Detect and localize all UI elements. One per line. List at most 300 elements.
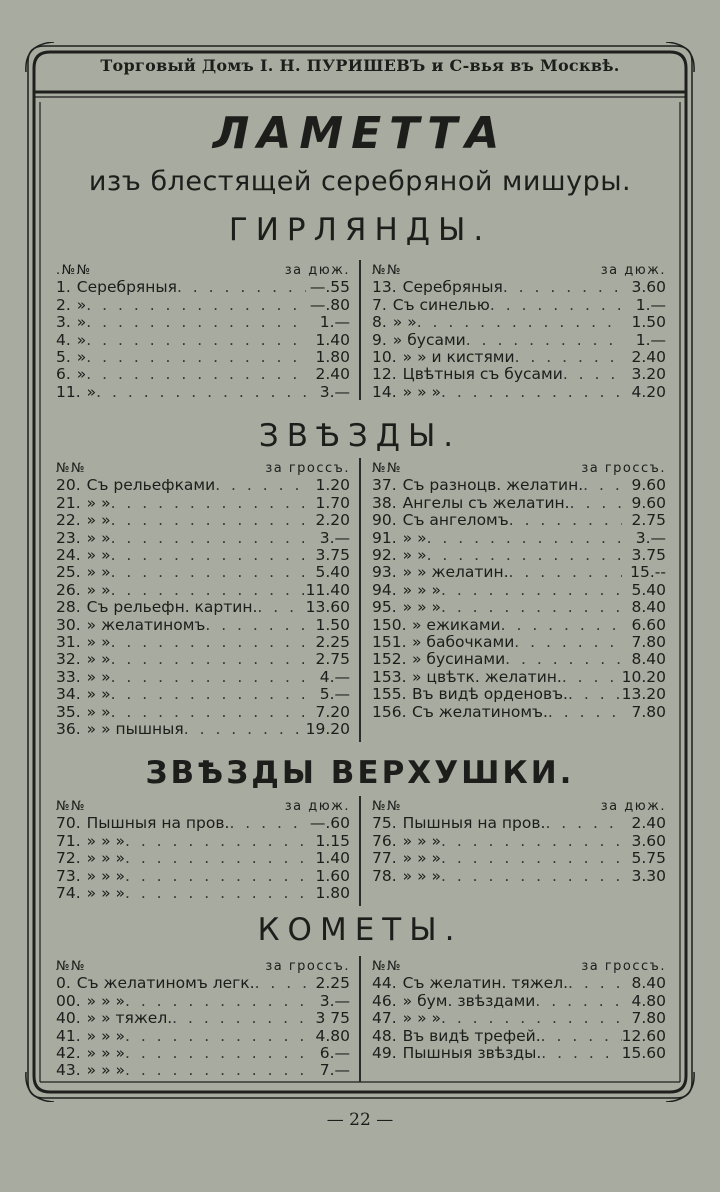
item-name: » » (86, 528, 111, 547)
item-price: 2.40 (631, 348, 666, 367)
item-name: » » » (86, 866, 125, 885)
dot-leader (125, 1028, 306, 1045)
dot-leader (111, 686, 306, 703)
item-name: » желатиномъ (86, 615, 206, 634)
item-number: 37. (372, 476, 397, 495)
unit-column-header: за дюж. (600, 799, 666, 814)
price-list-row (56, 651, 350, 668)
dot-leader (125, 833, 306, 850)
item-price: 3.60 (631, 278, 666, 297)
item-number: 9. (372, 330, 387, 349)
item-name: » цвѣтк. желатин. (412, 667, 562, 686)
item-name: » » » (86, 1026, 125, 1045)
dot-leader (111, 634, 306, 651)
item-number: 72. (56, 849, 81, 868)
item-name: » » (86, 702, 111, 721)
dot-leader (441, 833, 622, 850)
item-name: » » (402, 528, 427, 547)
price-list-row (56, 314, 350, 331)
number-column-header: №№ (56, 799, 87, 814)
price-list-row (56, 1045, 350, 1062)
item-number: 33. (56, 667, 81, 686)
toppers-right-list (372, 798, 666, 885)
item-name: » » (86, 650, 111, 669)
price-list-row (56, 530, 350, 547)
item-name: » » (86, 633, 111, 652)
item-name: » » (392, 313, 417, 332)
item-name: » бусинами (412, 650, 506, 669)
item-price: 5.75 (631, 849, 666, 868)
item-number: 47. (372, 1009, 397, 1028)
item-price: 4.80 (315, 1026, 350, 1045)
item-name: » » » (402, 849, 441, 868)
dot-leader (111, 704, 306, 721)
item-name: » » желатин. (402, 563, 509, 582)
page-number: — 22 — (326, 1110, 394, 1130)
item-number: 32. (56, 650, 81, 669)
dot-leader (125, 1045, 306, 1062)
price-list-row (372, 686, 666, 703)
item-price: 1.70 (315, 493, 350, 512)
price-list-row (372, 366, 666, 383)
dot-leader (509, 564, 622, 581)
number-column-header: №№ (56, 959, 87, 974)
comets-left-list (56, 958, 350, 1080)
item-price: 1.— (319, 313, 350, 332)
item-price: 7.80 (631, 1009, 666, 1028)
price-list-row (56, 477, 350, 494)
item-price: 1.80 (315, 348, 350, 367)
dot-leader (125, 993, 306, 1010)
item-number: 156. (372, 702, 407, 721)
dot-leader (545, 815, 622, 832)
item-number: 93. (372, 563, 397, 582)
item-price: 1.50 (315, 615, 350, 634)
price-list-row (372, 599, 666, 616)
column-header (56, 460, 350, 477)
dot-leader (441, 868, 622, 885)
price-list-row (372, 530, 666, 547)
price-list-row (56, 704, 350, 721)
toppers-left-list (56, 798, 350, 902)
item-number: 46. (372, 991, 397, 1010)
dot-leader (466, 332, 622, 349)
item-number: 42. (56, 1044, 81, 1063)
item-name: » » (86, 563, 111, 582)
item-name: » (76, 330, 87, 349)
column-header (56, 798, 350, 815)
item-price: 7.20 (315, 702, 350, 721)
price-list-row (56, 1028, 350, 1045)
publisher-header: Торговый Домъ I. Н. ПУРИШЕВЪ и С-вья въ Москвѣ. (100, 56, 620, 75)
item-price: 2.75 (631, 511, 666, 530)
item-number: 0. (56, 974, 71, 993)
item-number: 31. (56, 633, 81, 652)
dot-leader (505, 651, 622, 668)
item-name: Въ видѣ трефей. (402, 1026, 541, 1045)
item-number: 2. (56, 295, 71, 314)
item-price: 1.15 (315, 831, 350, 850)
column-header (372, 460, 666, 477)
column-divider (359, 956, 361, 1082)
item-name: » (76, 295, 87, 314)
item-name: » (86, 382, 97, 401)
item-number: 28. (56, 598, 81, 617)
dot-leader (427, 530, 622, 547)
item-price: 9.60 (631, 476, 666, 495)
dot-leader (125, 885, 306, 902)
item-name: » » » (402, 580, 441, 599)
price-list-row (372, 582, 666, 599)
price-list-row (372, 651, 666, 668)
price-list-row (56, 1010, 350, 1027)
price-list-row (372, 1045, 666, 1062)
item-number: 25. (56, 563, 81, 582)
item-name: » » (86, 667, 111, 686)
item-name: » » и кистями (402, 348, 515, 367)
price-list-row (372, 297, 666, 314)
price-list-row (56, 297, 350, 314)
item-price: 1.40 (315, 849, 350, 868)
dot-leader (441, 1010, 622, 1027)
item-price: 2.25 (315, 974, 350, 993)
price-list-row (56, 1062, 350, 1079)
price-list-row (56, 582, 350, 599)
dot-leader (441, 850, 622, 867)
comets-right-list (372, 958, 666, 1062)
item-price: 3.60 (631, 831, 666, 850)
dot-leader (111, 669, 306, 686)
price-list-row (372, 1010, 666, 1027)
item-number: 94. (372, 580, 397, 599)
item-number: 95. (372, 598, 397, 617)
item-number: 43. (56, 1061, 81, 1080)
price-list-row (372, 495, 666, 512)
item-name: Съ желатин. тяжел. (402, 974, 569, 993)
item-number: 155. (372, 685, 407, 704)
dot-leader (509, 512, 622, 529)
item-price: 1.20 (315, 476, 350, 495)
item-price: 8.40 (631, 598, 666, 617)
item-number: 30. (56, 615, 81, 634)
column-header (56, 958, 350, 975)
section-title-comets: КОМЕТЫ. (257, 912, 463, 948)
item-price: 3.— (635, 528, 666, 547)
item-number: 77. (372, 849, 397, 868)
item-number: 92. (372, 546, 397, 565)
price-list-row (372, 669, 666, 686)
dot-leader (125, 868, 306, 885)
item-name: » » пышныя (86, 720, 184, 739)
item-name: Цвѣтныя съ бусами (402, 365, 563, 384)
item-name: » » (86, 685, 111, 704)
dot-leader (86, 314, 306, 331)
item-name: » » (86, 493, 111, 512)
item-price: 5.40 (631, 580, 666, 599)
item-name: » » » (86, 1061, 125, 1080)
price-list-row (372, 634, 666, 651)
number-column-header: №№ (372, 461, 403, 476)
item-price: 2.75 (315, 650, 350, 669)
item-price: 3.— (319, 382, 350, 401)
dot-leader (255, 975, 306, 992)
dot-leader (229, 815, 306, 832)
dot-leader (215, 477, 306, 494)
item-number: 12. (372, 365, 397, 384)
item-price: 5.40 (315, 563, 350, 582)
garlands-right-list (372, 262, 666, 401)
dot-leader (86, 366, 306, 383)
column-header (372, 798, 666, 815)
item-number: 36. (56, 720, 81, 739)
price-list-row (56, 384, 350, 401)
item-number: 11. (56, 382, 81, 401)
section-title-tree-toppers: ЗВѢЗДЫ ВЕРХУШКИ. (145, 755, 575, 791)
price-list-row (56, 599, 350, 616)
dot-leader (111, 512, 306, 529)
item-price: 1.80 (315, 884, 350, 903)
item-price: 3.30 (631, 866, 666, 885)
unit-column-header: за гроссъ. (581, 461, 666, 476)
item-price: 4.20 (631, 382, 666, 401)
item-price: 12.60 (621, 1026, 666, 1045)
item-price: 13.60 (305, 598, 350, 617)
item-price: 2.20 (315, 511, 350, 530)
dot-leader (514, 634, 622, 651)
item-number: 26. (56, 580, 81, 599)
item-name: Серебряныя (76, 278, 177, 297)
item-price: 3.75 (315, 546, 350, 565)
item-name: » » » (402, 866, 441, 885)
item-number: 00. (56, 991, 81, 1010)
column-header (372, 958, 666, 975)
dot-leader (205, 617, 306, 634)
dot-leader (441, 582, 622, 599)
price-list-row (56, 686, 350, 703)
item-name: Съ разноцв. желатин. (402, 476, 584, 495)
unit-column-header: за дюж. (284, 263, 350, 278)
price-list-row (56, 617, 350, 634)
column-header (372, 262, 666, 279)
item-number: 13. (372, 278, 397, 297)
dot-leader (515, 349, 622, 366)
dot-leader (501, 617, 622, 634)
item-name: Съ синелью (392, 295, 490, 314)
item-number: 91. (372, 528, 397, 547)
unit-column-header: за гроссъ. (581, 959, 666, 974)
price-list-row (372, 547, 666, 564)
item-price: 3 75 (315, 1009, 350, 1028)
item-price: 2.40 (631, 814, 666, 833)
dot-leader (568, 686, 622, 703)
item-number: 152. (372, 650, 407, 669)
dot-leader (503, 279, 622, 296)
price-list-row (56, 975, 350, 992)
dot-leader (548, 704, 622, 721)
dot-leader (86, 349, 306, 366)
item-price: —.60 (309, 814, 350, 833)
item-number: 7. (372, 295, 387, 314)
item-name: » » » (86, 831, 125, 850)
item-price: 2.25 (315, 633, 350, 652)
item-price: 4.— (319, 667, 350, 686)
item-number: 78. (372, 866, 397, 885)
item-price: 15.-- (630, 563, 666, 582)
column-divider (359, 458, 361, 742)
item-number: 21. (56, 493, 81, 512)
item-price: —.55 (309, 278, 350, 297)
dot-leader (563, 366, 622, 383)
item-price: 9.60 (631, 493, 666, 512)
item-number: 153. (372, 667, 407, 686)
item-number: 5. (56, 348, 71, 367)
price-list-row (372, 850, 666, 867)
item-number: 10. (372, 348, 397, 367)
item-name: » » » (86, 884, 125, 903)
section-title-stars: ЗВѢЗДЫ. (258, 418, 462, 454)
dot-leader (111, 651, 306, 668)
item-number: 14. (372, 382, 397, 401)
item-name: » (76, 365, 87, 384)
item-price: 8.40 (631, 650, 666, 669)
item-name: Съ ангеломъ (402, 511, 509, 530)
item-name: » » (86, 546, 111, 565)
item-price: 19.20 (305, 720, 350, 739)
item-number: 24. (56, 546, 81, 565)
item-number: 4. (56, 330, 71, 349)
item-number: 38. (372, 493, 397, 512)
item-number: 49. (372, 1044, 397, 1063)
item-name: Съ желатиномъ легк. (76, 974, 255, 993)
page-title: ЛАМЕТТА (212, 108, 508, 159)
item-price: 3.— (319, 991, 350, 1010)
number-column-header: №№ (372, 799, 403, 814)
dot-leader (541, 1045, 621, 1062)
item-price: 10.20 (621, 667, 666, 686)
price-list-row (372, 704, 666, 721)
dot-leader (184, 721, 306, 738)
item-name: » » » (402, 382, 441, 401)
item-number: 23. (56, 528, 81, 547)
item-price: 8.40 (631, 974, 666, 993)
item-name: » » (86, 580, 111, 599)
item-number: 76. (372, 831, 397, 850)
price-list-row (372, 975, 666, 992)
item-price: 13.20 (621, 685, 666, 704)
unit-column-header: за дюж. (284, 799, 350, 814)
item-name: » » » (86, 849, 125, 868)
price-list-row (56, 547, 350, 564)
price-list-row (56, 669, 350, 686)
dot-leader (257, 599, 305, 616)
price-list-row (372, 815, 666, 832)
dot-leader (441, 384, 622, 401)
item-price: 11.40 (305, 580, 350, 599)
dot-leader (111, 564, 306, 581)
price-list-row (372, 384, 666, 401)
garlands-left-list (56, 262, 350, 401)
price-list-row (372, 332, 666, 349)
price-list-row (56, 349, 350, 366)
unit-column-header: за гроссъ. (265, 461, 350, 476)
price-list-row (56, 366, 350, 383)
price-list-row (372, 349, 666, 366)
item-name: Ангелы съ желатин. (402, 493, 570, 512)
page-subtitle: изъ блестящей серебряной мишуры. (88, 166, 632, 197)
unit-column-header: за гроссъ. (265, 959, 350, 974)
item-number: 6. (56, 365, 71, 384)
price-list-row (56, 885, 350, 902)
dot-leader (111, 495, 306, 512)
price-list-row (372, 279, 666, 296)
number-column-header: №№ (56, 461, 87, 476)
item-price: 4.80 (631, 991, 666, 1010)
item-price: 3.— (319, 528, 350, 547)
item-price: 7.— (319, 1061, 350, 1080)
item-name: Серебряныя (402, 278, 503, 297)
item-name: Въ видѣ орденовъ. (412, 685, 568, 704)
price-list-row (56, 721, 350, 738)
item-number: 73. (56, 866, 81, 885)
price-list-row (56, 332, 350, 349)
price-list-row (56, 495, 350, 512)
item-number: 44. (372, 974, 397, 993)
dot-leader (125, 1062, 306, 1079)
item-name: Съ рельефн. картин. (86, 598, 258, 617)
column-divider (359, 796, 361, 906)
price-list-row (56, 815, 350, 832)
dot-leader (490, 297, 622, 314)
price-list-row (56, 279, 350, 296)
dot-leader (96, 384, 306, 401)
item-name: » ежиками (412, 615, 501, 634)
unit-column-header: за дюж. (600, 263, 666, 278)
dot-leader (535, 993, 622, 1010)
item-name: » » » (86, 1044, 125, 1063)
price-list-row (372, 617, 666, 634)
dot-leader (583, 477, 622, 494)
item-name: » » » (86, 991, 125, 1010)
stars-right-list (372, 460, 666, 721)
price-list-row (56, 564, 350, 581)
dot-leader (562, 669, 622, 686)
item-name: » (76, 313, 87, 332)
price-list-row (56, 512, 350, 529)
item-number: 151. (372, 633, 407, 652)
dot-leader (125, 850, 306, 867)
price-list-row (372, 512, 666, 529)
item-number: 3. (56, 313, 71, 332)
item-price: 1.40 (315, 330, 350, 349)
dot-leader (172, 1010, 306, 1027)
item-price: 6.60 (631, 615, 666, 634)
item-number: 48. (372, 1026, 397, 1045)
item-name: » » » (402, 831, 441, 850)
dot-leader (427, 547, 622, 564)
price-list-row (372, 477, 666, 494)
price-list-row (56, 993, 350, 1010)
item-price: —.80 (309, 295, 350, 314)
item-name: » бусами (392, 330, 466, 349)
item-number: 8. (372, 313, 387, 332)
dot-leader (568, 975, 622, 992)
dot-leader (177, 279, 306, 296)
column-header (56, 262, 350, 279)
item-number: 90. (372, 511, 397, 530)
section-title-garlands: ГИРЛЯНДЫ. (228, 212, 492, 248)
item-price: 3.75 (631, 546, 666, 565)
dot-leader (111, 530, 306, 547)
